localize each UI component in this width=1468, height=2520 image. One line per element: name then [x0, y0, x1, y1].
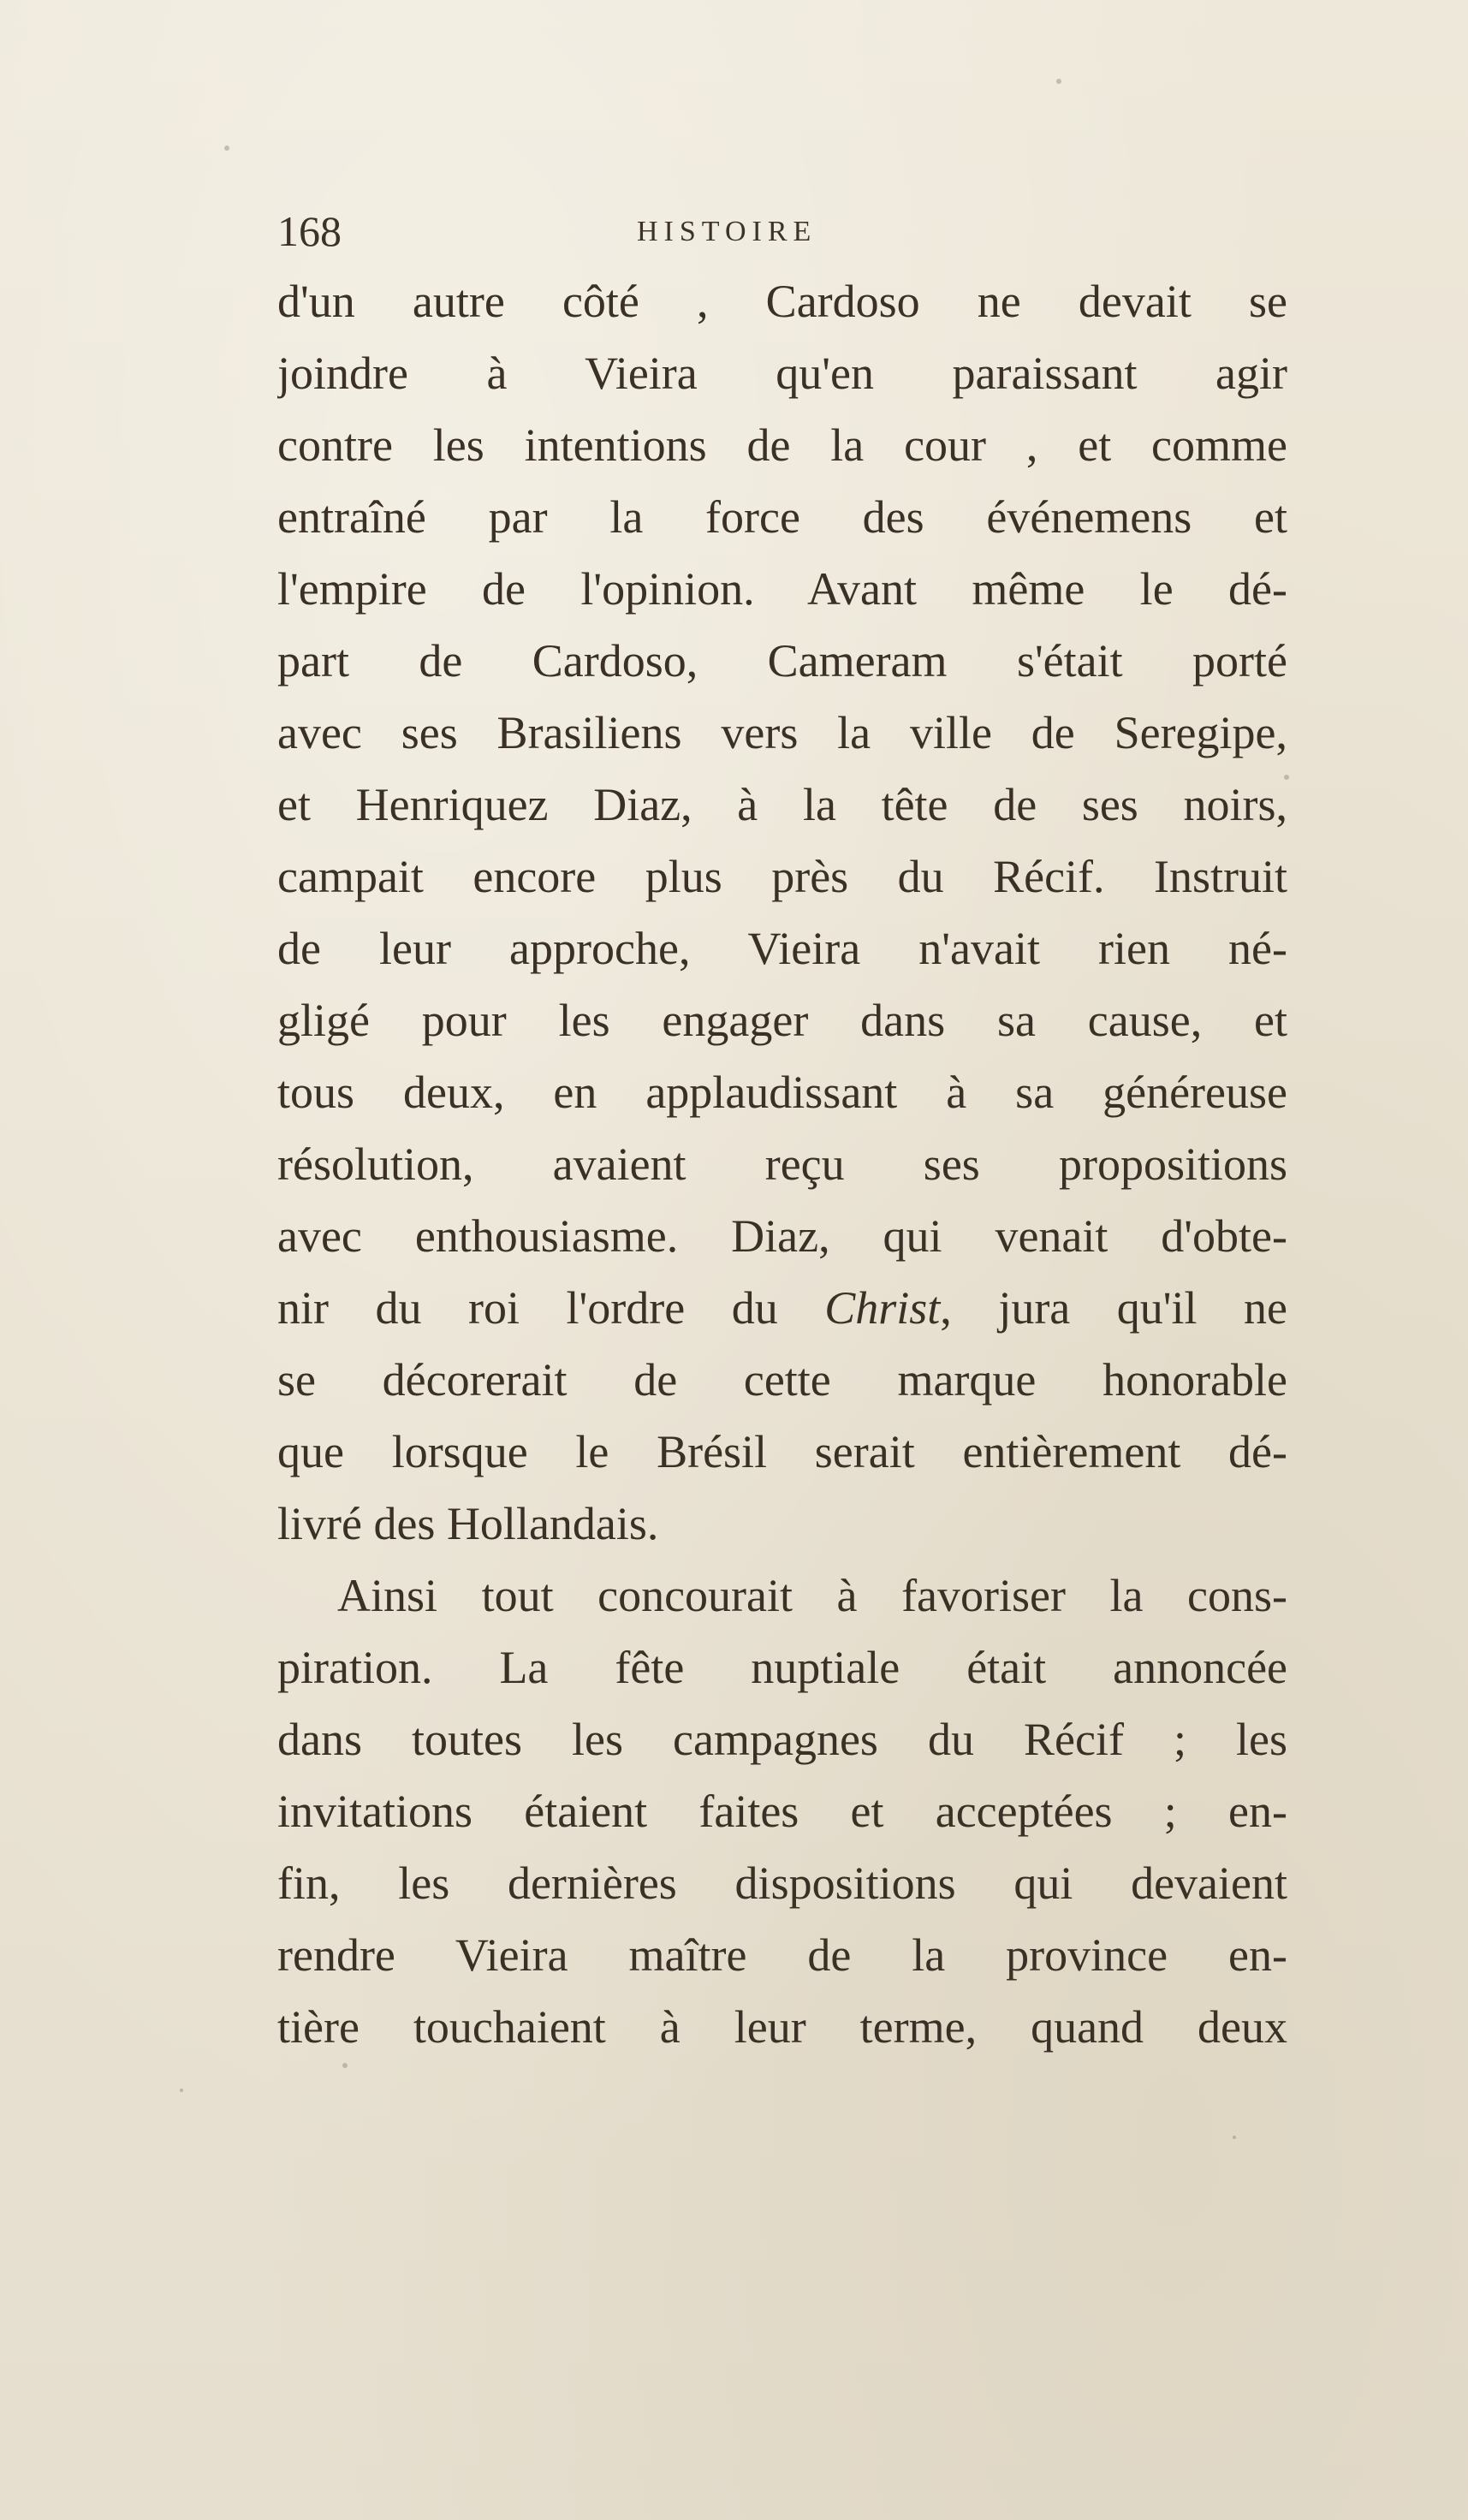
text-line: avec enthousiasme. Diaz, qui venait d'obte- [277, 1210, 1287, 1262]
text-line: joindre à Vieira qu'en paraissant agir [277, 348, 1287, 399]
text-line: Ainsi tout concourait à favoriser la cons- [337, 1570, 1287, 1621]
text-line: rendre Vieira maître de la province en- [277, 1929, 1287, 1981]
text-line: part de Cardoso, Cameram s'était porté [277, 635, 1287, 686]
text-line: tière touchaient à leur terme, quand deux [277, 2001, 1287, 2053]
paper-speck [180, 2089, 183, 2092]
running-title: HISTOIRE [637, 216, 817, 247]
text-line: piration. La fête nuptiale était annoncée [277, 1642, 1287, 1693]
text-line: contre les intentions de la cour , et comme [277, 419, 1287, 471]
text-line: et Henriquez Diaz, à la tête de ses noirs, [277, 779, 1287, 830]
text-line: invitations étaient faites et acceptées ; en- [277, 1786, 1287, 1837]
text-line: de leur approche, Vieira n'avait rien né- [277, 923, 1287, 974]
italic-word: Christ [824, 1282, 941, 1334]
text-line: se décorerait de cette marque honorable [277, 1354, 1287, 1406]
text-line: résolution, avaient reçu ses propositions [277, 1138, 1287, 1190]
paper-speck [224, 146, 229, 151]
text-line: d'un autre côté , Cardoso ne devait se [277, 276, 1287, 327]
text-line: livré des Hollandais. [277, 1498, 659, 1549]
text-segment: nir du roi l'ordre du [277, 1282, 825, 1334]
text-line: entraîné par la force des événemens et [277, 491, 1287, 543]
page-number: 168 [277, 207, 342, 255]
text-line-with-italic [277, 1272, 1287, 1344]
text-line: fin, les dernières dispositions qui devaient [277, 1857, 1287, 1909]
running-head [277, 205, 1287, 257]
text-line: tous deux, en applaudissant à sa généreuse [277, 1067, 1287, 1118]
text-line: gligé pour les engager dans sa cause, et [277, 995, 1287, 1046]
body-text [277, 265, 1287, 2063]
text-line: campait encore plus près du Récif. Instruit [277, 851, 1287, 902]
paper-speck [1233, 2136, 1236, 2139]
paper-speck [342, 2063, 348, 2068]
text-line: dans toutes les campagnes du Récif ; les [277, 1714, 1287, 1765]
paper-speck [1056, 79, 1061, 84]
text-line: que lorsque le Brésil serait entièrement dé- [277, 1426, 1287, 1477]
text-segment: , jura qu'il ne [940, 1282, 1287, 1334]
text-line: avec ses Brasiliens vers la ville de Seregipe, [277, 707, 1287, 758]
text-line: l'empire de l'opinion. Avant même le dé- [277, 563, 1287, 615]
